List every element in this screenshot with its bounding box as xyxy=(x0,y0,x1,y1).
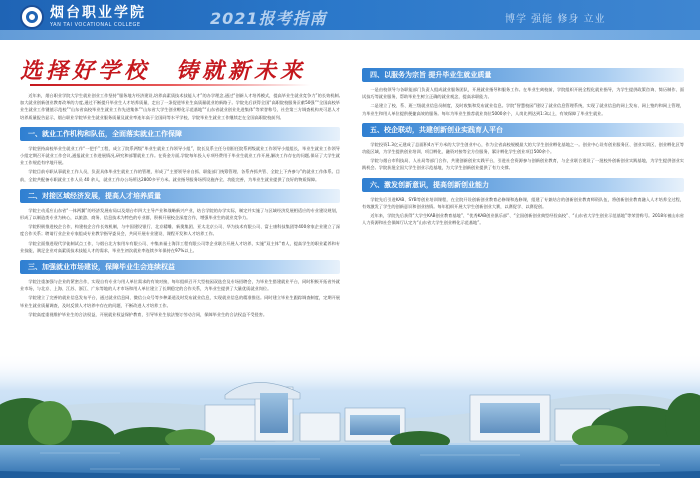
section-paragraph: 学院建立了完善的就业信息发布平台，通过就业信息网、微信公众号等多种渠道及时发布就业信息，实现就业信息的精准推送。同时建立毕业生跟踪调查制度，定期开展毕业生就业质量调查，及时反馈人才培养中存在的问题，不断改进人才培养工作。 xyxy=(20,295,340,308)
school-name: 烟台职业学院 xyxy=(50,4,146,21)
section-paragraph: 学院坚持高校毕业生就业工作“一把手”工程，成立了院系两级“毕业生就业工作领导小组”，院长及系主任分别担任院系两级就业工作领导小组组长，毕业生就业工作领导小组定期召开就业工作会议,通报就业工作进展情况,研究和部署就业工作。在资金方面,学院每年投入专项经费用于毕业生就业工作开展,解决工作存在的问题,保证了大学生就业工作规范有序地开展。 xyxy=(20,145,340,166)
section-heading: 一、就业工作机构和队伍，全面落实就业工作保障 xyxy=(20,127,340,141)
slogan: 选择好学校 铸就新未来 xyxy=(20,58,307,84)
section-paragraph: 学院积极推进校企合作，构建校企合作长效机制，与中国建设银行、北京精雕、新奥集团、亚太北京公司、华为技术有限公司、富士康科技集团等400余家企业建立了深度合作关系；聘请行业企业专家组成专业教学指导委员会，共同开展专业建设、课程开发和人才培养工作。 xyxy=(20,224,340,237)
section-heading: 三、加强就业市场建设，保障毕业生会连续权益 xyxy=(20,260,340,274)
section-heading: 二、对接区域经济发展，提高人才培养质量 xyxy=(20,189,340,203)
school-logo xyxy=(20,5,146,29)
section-heading: 五、校企联动，共建创新创业实践育人平台 xyxy=(362,123,684,137)
section-paragraph: 学院全面推进现代学徒制试点工作，与烟台北方家用车有限公司、中集来福士海洋工程有限公司等企业联合开展人才培养，实施“双主体”育人，提高学生的职业素养和专业技能，满足企业对高素质技术技能人才的需求，毕业生初次就业率连续多年保持在97%以上。 xyxy=(20,240,340,253)
header-stripe xyxy=(0,30,700,40)
section-heading: 六、激发创新意识，提高创新创业能力 xyxy=(362,178,684,192)
campus-photo xyxy=(0,353,700,478)
section-paragraph: 学院投资1.3亿元建成了总面积4万平方米的大学生创业中心，作为全省高校规模最大的大学生创业孵化基地之一。创业中心设有创业服务区、创业实训区、创业孵化区等功能区域，为学生提供创业培训、项目孵化、融资对接等全方位服务，累计孵化学生创业项目500余个。 xyxy=(362,141,684,155)
section-paragraph: 学院注重加强与企业的紧密合作，实现自有专业与用人单位需求的有效对接，每年组织召开大型校园双选会及专场招聘会，为毕业生搭建就业平台，同时积极开拓省外就业市场，与北京、上海、江苏、浙江、广东等地的人才市场和用人单位建立了长期稳定的合作关系，为毕业生提供了大量优质就业岗位。 xyxy=(20,279,340,292)
left-column xyxy=(20,92,340,320)
right-column xyxy=(362,62,684,228)
section-paragraph: 学院目前专职从事就业工作人员，负责具体毕业生就业工作的管理，形成了“主要领导亲自抓、职能部门统筹管理、各系齐抓共管、全院上下齐参与”的就业工作体系。目前，全院共配备专职就业工作人员 40 余人，就业工作办公场所达2800多平方米。就业指导服务场所设施齐全、功能完善，为毕业生就业提供了良好的物质保障。 xyxy=(20,169,340,182)
section-paragraph: 一是由校领导与各职能部门负责人组成就业服务团队，开展就业指导和服务工作。在毕业生离校前，学院组织开展全程化就业指导，为学生提供政策咨询、简历制作、面试技巧等就业服务，帮助毕业生树立正确的就业观念，提高求职能力。 xyxy=(362,87,684,100)
section-paragraph: 学院与烟台市科技局、人社局等部门合作，共建创新创业实践平台，引进社会资源参与创新创业教育，与企业联合建设了一批校外创新创业实践基地，为学生提供创业实践机会。学院获批全国大学生创业示范基地，为大学生创新创业提供了有力支撑。 xyxy=(362,158,684,171)
section-paragraph: 学院主动适应山东省“一体两翼”的经济发展布局以及烟台市四大主导产业和战略新兴产业，结合学院的办学实际，制定并实施了与区域经济发展相适应的专业建设规划，形成了以制造类专业为核心，以旅游、商务、信息技术为特色的专业群，积极开展校企深度合作，增强毕业生的就业竞争力。 xyxy=(20,207,340,221)
section-paragraph: 学院高度重视维护毕业生的合法权益，开展就业权益保护教育，引导毕业生依法签订劳动合同，保障毕业生的合法权益不受侵害。 xyxy=(28,311,268,317)
section-paragraph: 近年来，学院先后获得“大学生KAB创业教育基地”、“优秀KAB创业俱乐部”、“全国创新创业典型经验高校”、“山东省大学生创业示范基地”等荣誉称号。2018年被山东省人力资源和社会保障厅认定为“山东省大学生创业孵化示范基地”。 xyxy=(362,213,684,226)
section-paragraph: 学院先后引进KAB、SYB等创业培训课程，在全院开设创新创业教育必修课和选修课，组建了专兼结合的创新创业教育师资队伍，将创新创业教育融入人才培养全过程，有效激发了学生的创新意识和创业热情。每年组织开展大学生创新创业大赛，以赛促学、以赛促创。 xyxy=(362,196,684,209)
page-header xyxy=(0,0,700,40)
school-motto: 博学 强能 修身 立业 xyxy=(505,14,606,25)
intro-paragraph: 近年来，烟台职业学院大学生就业创业工作坚持“服务地方经济建设,培养高素质技术技能人才”的办学理念,通过“创新人才培养模式，提高毕业生就业竞争力”的长效机制,加大就业创新创业教育改革的力度,通过不断提升毕业生人才培养质量，走出了一条促进毕业生高质量就业的新路子。学院先后获得全国“高职院校服务贡献50强”“全国高校毕业生就业工作键值示范校”“山东省高校毕业生就业工作先进集体”“山东省大学生创业孵化示范基地”“山东省就业创业先进集体”等荣誉称号，社会第三方调查机构麦可思人才培养质量报告显示，烟台职业学院毕业生就业服务质量及就业率连年高于全国同等水平学校，学院毕业生就业工作继续走在全国高职院校前列。 xyxy=(20,93,340,120)
slogan-underline xyxy=(30,84,310,86)
school-emblem-icon xyxy=(20,5,44,29)
section-paragraph: 二是建立了校、系、班三级就业信息员制度，及时收集和发布就业信息。学院“智慧校园”建设了就业信息管理系统，实现了就业信息的网上发布、网上签约和网上管理，为毕业生和用人单位提供便捷高效的服务。每年为毕业生推荐就业岗位5000余个，人岗比例达到1:3以上，有效保障了毕业生就业。 xyxy=(362,103,684,116)
section-heading: 四、以服务为宗旨 提升毕业生就业质量 xyxy=(362,68,684,82)
guide-title: 2021报考指南 xyxy=(210,9,327,28)
school-name-en: YAN TAI VOCATIONAL COLLEGE xyxy=(50,21,141,28)
